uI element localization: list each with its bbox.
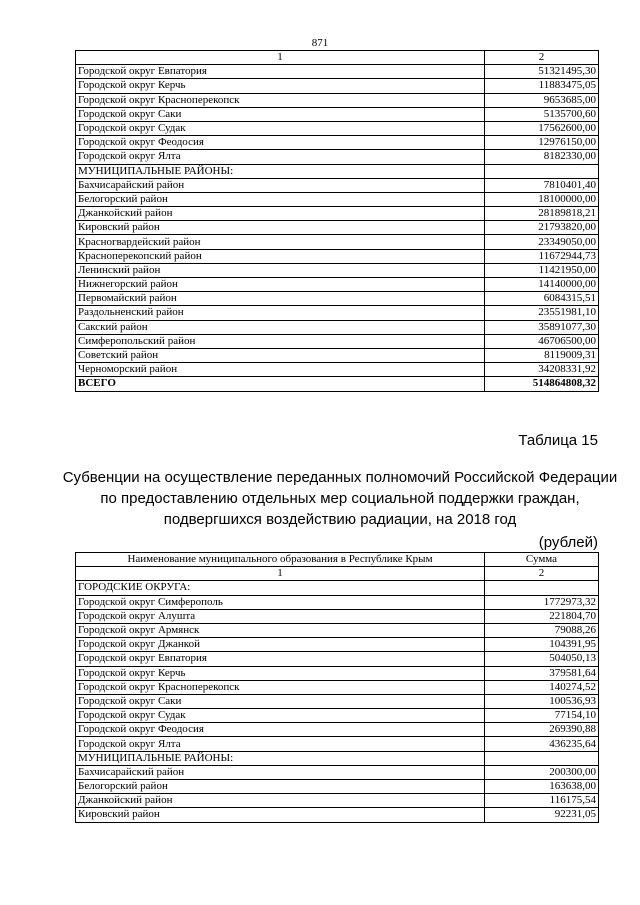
row-value: 5135700,60 <box>485 107 599 121</box>
table-title-line-2: по предоставлению отдельных мер социальной поддержки граждан, <box>100 490 580 507</box>
table-row <box>76 306 599 320</box>
row-name: Городской округ Феодосия <box>76 136 485 150</box>
page-number: 871 <box>311 37 329 49</box>
table-row <box>76 79 599 93</box>
row-value: 23349050,00 <box>485 235 599 249</box>
table-row <box>76 709 599 723</box>
table-row <box>76 694 599 708</box>
row-value: 7810401,40 <box>485 178 599 192</box>
row-name: Городской округ Ялта <box>76 737 485 751</box>
table-row <box>76 207 599 221</box>
row-value: 77154,10 <box>485 709 599 723</box>
table-title-line-3: подвергшихся воздействию радиации, на 2018 год <box>163 511 517 528</box>
table-row <box>76 581 599 595</box>
row-value <box>485 751 599 765</box>
row-name: Симферопольский район <box>76 334 485 348</box>
row-value: 51321495,30 <box>485 65 599 79</box>
row-name: Белогорский район <box>76 192 485 206</box>
row-value: 21793820,00 <box>485 221 599 235</box>
table-row <box>76 723 599 737</box>
table-row <box>76 235 599 249</box>
table-row <box>76 93 599 107</box>
table-row <box>76 150 599 164</box>
row-name: МУНИЦИПАЛЬНЫЕ РАЙОНЫ: <box>76 164 485 178</box>
row-value: 35891077,30 <box>485 320 599 334</box>
row-name: Городской округ Джанкой <box>76 638 485 652</box>
row-name: Городской округ Феодосия <box>76 723 485 737</box>
row-value: 6084315,51 <box>485 292 599 306</box>
row-name: Городской округ Саки <box>76 694 485 708</box>
row-name: Красногвардейский район <box>76 235 485 249</box>
row-value: 17562600,00 <box>485 121 599 135</box>
row-name: Бахчисарайский район <box>76 765 485 779</box>
row-value: 436235,64 <box>485 737 599 751</box>
table-row <box>76 263 599 277</box>
row-name: Кировский район <box>76 808 485 822</box>
row-value: 140274,52 <box>485 680 599 694</box>
row-name: Городской округ Симферополь <box>76 595 485 609</box>
row-value <box>485 581 599 595</box>
row-value: 100536,93 <box>485 694 599 708</box>
row-value: 9653685,00 <box>485 93 599 107</box>
table-row <box>76 136 599 150</box>
row-name: Городской округ Евпатория <box>76 65 485 79</box>
table-row <box>76 320 599 334</box>
row-name: Черноморский район <box>76 363 485 377</box>
table-15 <box>75 552 599 823</box>
row-value: 1772973,32 <box>485 595 599 609</box>
row-value: 11883475,05 <box>485 79 599 93</box>
column-number-row <box>76 567 599 581</box>
row-value: 504050,13 <box>485 652 599 666</box>
table-row <box>76 794 599 808</box>
table-row <box>76 780 599 794</box>
table-row <box>76 680 599 694</box>
table-row <box>76 652 599 666</box>
row-name: Городской округ Красноперекопск <box>76 93 485 107</box>
table-row <box>76 765 599 779</box>
table-row <box>76 666 599 680</box>
table-row <box>76 221 599 235</box>
header-sum: Сумма <box>485 553 599 567</box>
table-row <box>76 363 599 377</box>
column-number-2: 2 <box>485 567 599 581</box>
row-value: 163638,00 <box>485 780 599 794</box>
row-name: Городской округ Евпатория <box>76 652 485 666</box>
table-row <box>76 249 599 263</box>
row-name: Городской округ Судак <box>76 709 485 723</box>
row-name: Нижнегорский район <box>76 278 485 292</box>
row-value: 221804,70 <box>485 609 599 623</box>
total-value: 514864808,32 <box>485 377 599 391</box>
table-row <box>76 595 599 609</box>
table-row <box>76 737 599 751</box>
row-value: 11421950,00 <box>485 263 599 277</box>
table-row <box>76 178 599 192</box>
row-value: 8182330,00 <box>485 150 599 164</box>
row-name: Советский район <box>76 348 485 362</box>
row-name: Ленинский район <box>76 263 485 277</box>
row-name: Джанкойский район <box>76 207 485 221</box>
table-row <box>76 348 599 362</box>
table-row <box>76 292 599 306</box>
header-row <box>76 553 599 567</box>
column-number-2: 2 <box>485 51 599 65</box>
row-value: 79088,26 <box>485 623 599 637</box>
row-value: 379581,64 <box>485 666 599 680</box>
row-name: Городской округ Алушта <box>76 609 485 623</box>
column-number-1: 1 <box>76 567 485 581</box>
row-name: Первомайский район <box>76 292 485 306</box>
row-value: 92231,05 <box>485 808 599 822</box>
table-row <box>76 278 599 292</box>
units-label: (рублей) <box>538 534 598 551</box>
row-value: 11672944,73 <box>485 249 599 263</box>
table-row <box>76 609 599 623</box>
table-row <box>76 121 599 135</box>
row-name: Городской округ Судак <box>76 121 485 135</box>
row-name: Городской округ Керчь <box>76 666 485 680</box>
table-title <box>40 467 640 530</box>
row-name: Красноперекопский район <box>76 249 485 263</box>
row-name: Кировский район <box>76 221 485 235</box>
table-row <box>76 164 599 178</box>
table-row <box>76 623 599 637</box>
row-value: 28189818,21 <box>485 207 599 221</box>
row-name: Городской округ Саки <box>76 107 485 121</box>
row-name: Джанкойский район <box>76 794 485 808</box>
row-name: Городской округ Керчь <box>76 79 485 93</box>
row-value: 46706500,00 <box>485 334 599 348</box>
table-row <box>76 65 599 79</box>
row-name: МУНИЦИПАЛЬНЫЕ РАЙОНЫ: <box>76 751 485 765</box>
row-value: 14140000,00 <box>485 278 599 292</box>
row-name: Сакский район <box>76 320 485 334</box>
row-name: Городской округ Армянск <box>76 623 485 637</box>
table-row <box>76 334 599 348</box>
row-value: 200300,00 <box>485 765 599 779</box>
row-name: Бахчисарайский район <box>76 178 485 192</box>
table-row <box>76 751 599 765</box>
table-previous-continued <box>75 50 599 392</box>
total-label: ВСЕГО <box>76 377 485 391</box>
row-value: 104391,95 <box>485 638 599 652</box>
table-row <box>76 638 599 652</box>
row-value: 116175,54 <box>485 794 599 808</box>
row-name: Белогорский район <box>76 780 485 794</box>
total-row <box>76 377 599 391</box>
table-row <box>76 808 599 822</box>
row-name: ГОРОДСКИЕ ОКРУГА: <box>76 581 485 595</box>
row-value: 34208331,92 <box>485 363 599 377</box>
header-name: Наименование муниципального образования в Республике Крым <box>76 553 485 567</box>
row-name: Городской округ Красноперекопск <box>76 680 485 694</box>
table-title-line-1: Субвенции на осуществление переданных полномочий Российской Федерации <box>62 469 618 486</box>
row-value: 8119009,31 <box>485 348 599 362</box>
row-value <box>485 164 599 178</box>
column-number-1: 1 <box>76 51 485 65</box>
row-value: 12976150,00 <box>485 136 599 150</box>
column-number-row <box>76 51 599 65</box>
row-value: 269390,88 <box>485 723 599 737</box>
table-row <box>76 107 599 121</box>
row-name: Городской округ Ялта <box>76 150 485 164</box>
row-value: 18100000,00 <box>485 192 599 206</box>
table-row <box>76 192 599 206</box>
row-name: Раздольненский район <box>76 306 485 320</box>
table-label: Таблица 15 <box>518 432 598 449</box>
row-value: 23551981,10 <box>485 306 599 320</box>
